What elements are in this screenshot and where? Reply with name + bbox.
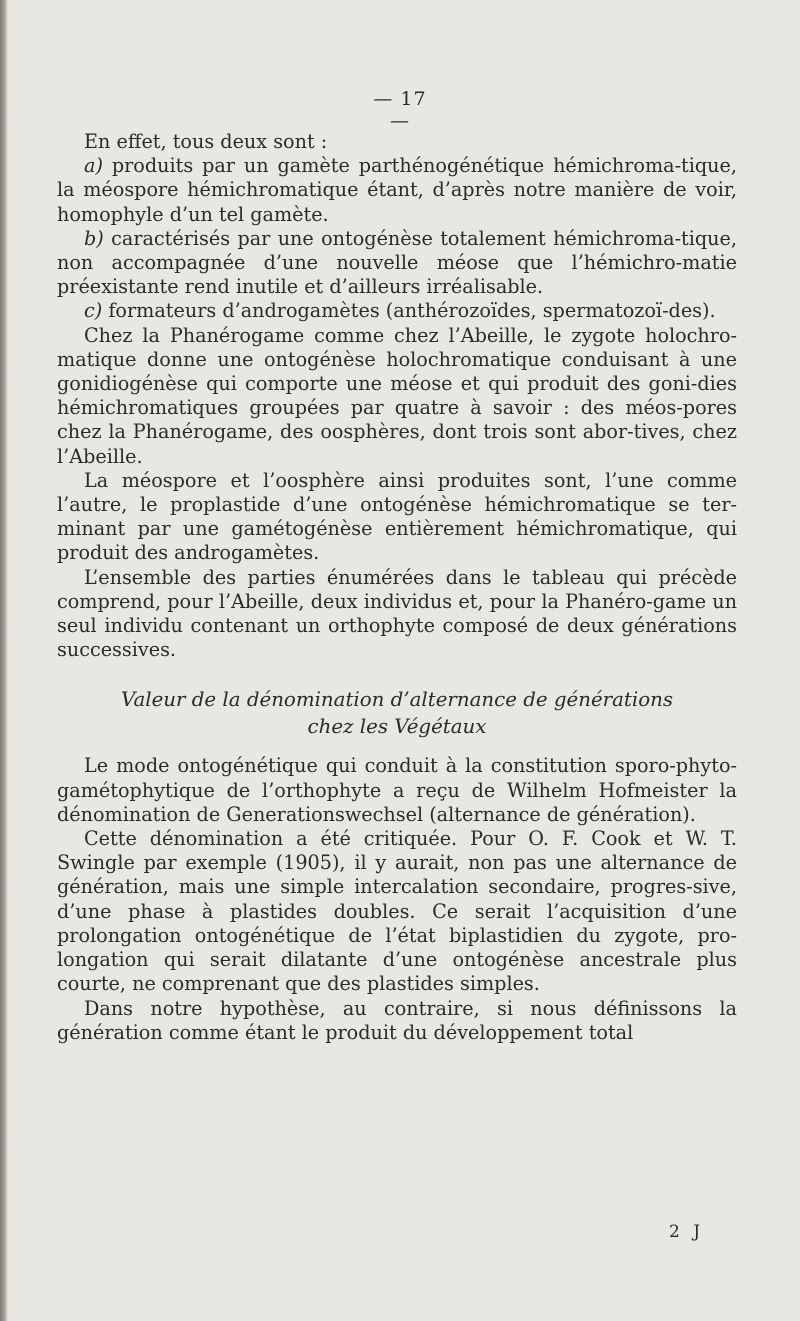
list-label-b: b) bbox=[84, 226, 104, 250]
paragraph-mode-ontogenetique bbox=[57, 754, 737, 827]
paragraph-text: Chez la Phanérogame comme chez l’Abeille, le zygote holochro-matique donne une ontogénèse holochromatique conduisant à une gonidiogénèse qui comporte une méose et qui produit des goni-dies hémichromatiques groupées par quatre à savoir : des méos-pores chez la Phanérogame, des oosphères, dont trois sont abor-tives, chez l’Abeille. bbox=[57, 323, 737, 468]
printer-signature-mark: 2 J bbox=[669, 1222, 705, 1242]
paragraph-text: Cette dénomination a été critiquée. Pour O. F. Cook et W. T. Swingle par exemple (1905), il y aurait, non pas une alternance de génération, mais une simple intercalation secondaire, progres-sive, d’une phase à plastides doubles. Ce serait l’acquisition d’une prolongation ontogénétique de l’état biplastidien du zygote, pro-longation qui serait dilatante d’une ontogénèse ancestrale plus courte, ne comprenant que des plastides simples. bbox=[57, 827, 737, 996]
paragraph-intro bbox=[57, 130, 737, 154]
list-label-c: c) bbox=[84, 299, 103, 323]
page-binding-edge bbox=[0, 0, 8, 1321]
section-heading bbox=[57, 686, 737, 740]
list-label-a: a) bbox=[84, 154, 103, 178]
page-body bbox=[57, 130, 737, 1045]
paragraph-text: En effet, tous deux sont : bbox=[84, 130, 328, 153]
paragraph-meospore bbox=[57, 469, 737, 566]
paragraph-text: L’ensemble des parties énumérées dans le tableau qui précède comprend, pour l’Abeille, deux individus et, pour la Phanéro-game un seul individu contenant un orthophyte composé de deux générations successives. bbox=[57, 565, 737, 662]
paragraph-phanerogame bbox=[57, 324, 737, 469]
section-heading-line2: chez les Végétaux bbox=[307, 715, 487, 739]
list-item-a bbox=[57, 154, 737, 227]
list-item-b bbox=[57, 227, 737, 300]
list-text-c: formateurs d’androgamètes (anthérozoïdes, spermatozoï-des). bbox=[102, 299, 716, 323]
paragraph-ensemble bbox=[57, 566, 737, 663]
paragraph-text: La méospore et l’oosphère ainsi produites sont, l’une comme l’autre, le proplastide d’une ontogénèse hémichromatique se ter-minant par une gamétogénèse entièrement hémichromatique, qui produit des androgamètes. bbox=[57, 468, 737, 565]
paragraph-hypothese bbox=[57, 997, 737, 1045]
paragraph-denomination-critiquee bbox=[57, 827, 737, 996]
list-text-b: caractérisés par une ontogénèse totalement hémichroma-tique, non accompagnée d’une nouvelle méose que l’hémichro-matie préexistante rend inutile et d’ailleurs irréalisable. bbox=[57, 226, 737, 299]
list-text-a: produits par un gamète parthénogénétique hémichroma-tique, la méospore hémichromatique étant, d’après notre manière de voir, homophyle d’un tel gamète. bbox=[57, 154, 737, 226]
paragraph-text: Dans notre hypothèse, au contraire, si nous définissons la génération comme étant le produit du développement total bbox=[57, 996, 737, 1044]
paragraph-text: Le mode ontogénétique qui conduit à la constitution sporo-phyto-gamétophytique de l’orthophyte a reçu de Wilhelm Hofmeister la dénomination de Generationswechsel (alternance de génération). bbox=[57, 754, 737, 826]
page-number: — 17 — bbox=[373, 88, 427, 132]
list-item-c bbox=[57, 299, 737, 323]
section-heading-line1: Valeur de la dénomination d’alternance de générations bbox=[120, 688, 674, 712]
